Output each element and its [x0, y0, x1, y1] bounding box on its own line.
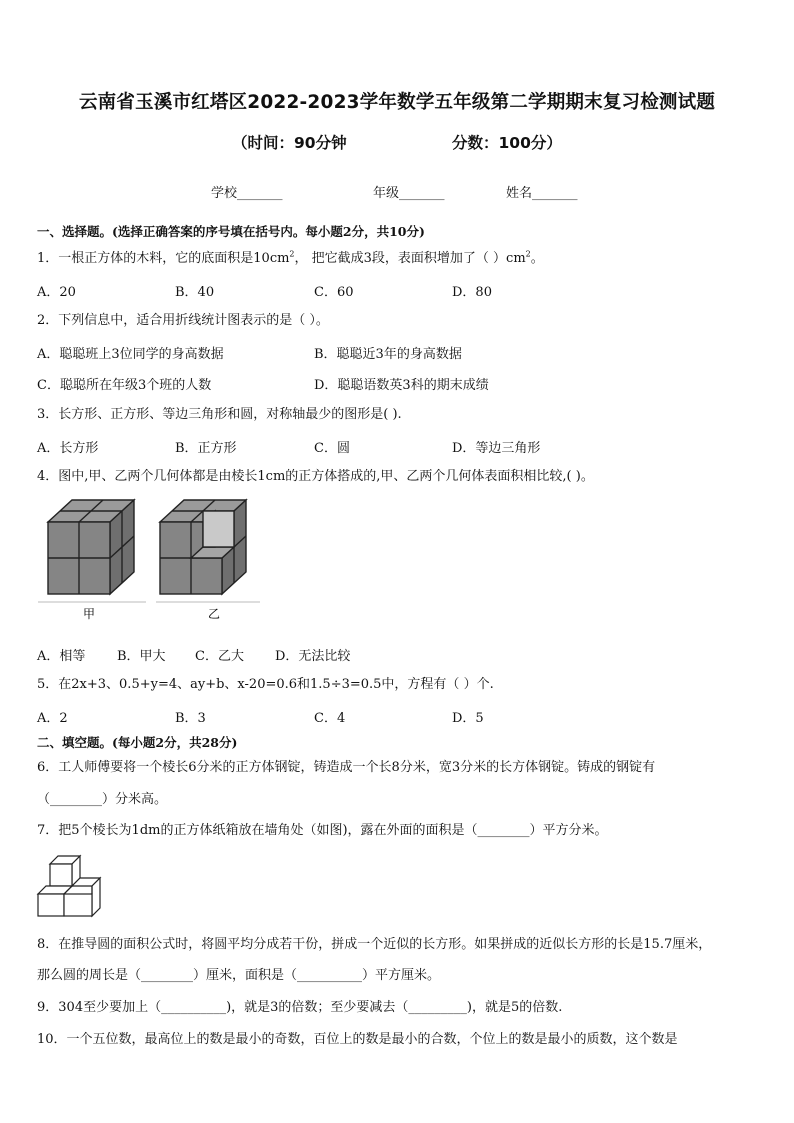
q5-option-c: C．4 [314, 711, 346, 726]
section-heading-fill: 二、填空题。(每小题2分，共28分) [37, 735, 238, 750]
q4-option-a: A．相等 [37, 649, 86, 664]
question-4: 4．图中,甲、乙两个几何体都是由棱长1cm的正方体搭成的,甲、乙两个几何体表面积相比较,( )。 [37, 469, 594, 484]
q1-option-a: A．20 [37, 285, 76, 300]
q2-option-a: A．聪聪班上3位同学的身高数据 [37, 347, 224, 362]
q5-option-d: D．5 [452, 711, 484, 726]
question-8-line1: 8．在推导圆的面积公式时，将圆平均分成若干份，拼成一个近似的长方形。如果拼成的近似长方形的长是15.7厘米， [37, 937, 712, 952]
question-8-line2: 那么圆的周长是（________）厘米，面积是（__________）平方厘米。 [37, 968, 441, 983]
q4-option-b: B．甲大 [117, 649, 166, 664]
q4-option-c: C．乙大 [195, 649, 244, 664]
q1-option-d: D．80 [452, 285, 492, 300]
question-7: 7．把5个棱长为1dm的正方体纸箱放在墙角处（如图)，露在外面的面积是（________）平方分米。 [37, 823, 608, 838]
question-5: 5．在2x+3、0.5+y=4、ay+b、x-20=0.6和1.5÷3=0.5中，方程有（ ）个. [37, 677, 494, 692]
school-field: 学校_______ [211, 186, 283, 201]
q1-option-c: C．60 [314, 285, 354, 300]
question-6-line1: 6．工人师傅要将一个棱长6分米的正方体钢锭，铸造成一个长8分米，宽3分米的长方体钢锭。铸成的钢锭有 [37, 760, 656, 775]
score-label: 分数：100分） [452, 134, 562, 152]
q3-option-b: B．正方形 [175, 441, 237, 456]
figure-label-jia: 甲 [83, 607, 96, 621]
figure-label-yi: 乙 [208, 607, 221, 621]
question-10: 10．一个五位数，最高位上的数是最小的奇数，百位上的数是最小的合数，个位上的数是最小的质数，这个数是 [37, 1032, 678, 1047]
q4-option-d: D．无法比较 [275, 649, 351, 664]
q2-option-d: D．聪聪语数英3科的期末成绩 [314, 378, 489, 393]
q3-option-a: A．长方形 [37, 441, 99, 456]
q3-option-c: C．圆 [314, 441, 350, 456]
question-2: 2．下列信息中，适合用折线统计图表示的是（ ）。 [37, 313, 329, 328]
q1-option-b: B．40 [175, 285, 215, 300]
q5-option-b: B．3 [175, 711, 206, 726]
grade-field: 年级_______ [373, 186, 445, 201]
page-title: 云南省玉溪市红塔区2022-2023学年数学五年级第二学期期末复习检测试题 [78, 92, 716, 113]
q4-cubes-figure [38, 498, 263, 626]
q5-option-a: A．2 [37, 711, 68, 726]
q3-option-d: D．等边三角形 [452, 441, 541, 456]
question-3: 3．长方形、正方形、等边三角形和圆，对称轴最少的图形是( ). [37, 407, 402, 422]
q7-cubes-figure [38, 856, 102, 920]
name-field: 姓名_______ [506, 186, 578, 201]
question-1: 1．一根正方体的木料，它的底面积是$10cm^2$， 把它截成3段，表面积增加了（ ）$cm^2$。 [37, 249, 544, 266]
question-6-line2: （________）分米高。 [37, 792, 168, 807]
question-9: 9．304至少要加上（__________)，就是3的倍数；至少要减去（_________)，就是5的倍数. [37, 1000, 563, 1015]
section-heading-choice: 一、选择题。(选择正确答案的序号填在括号内。每小题2分，共10分) [37, 224, 425, 239]
time-label: （时间：90分钟 [232, 134, 347, 152]
q2-option-b: B．聪聪近3年的身高数据 [314, 347, 462, 362]
q2-option-c: C．聪聪所在年级3个班的人数 [37, 378, 212, 393]
